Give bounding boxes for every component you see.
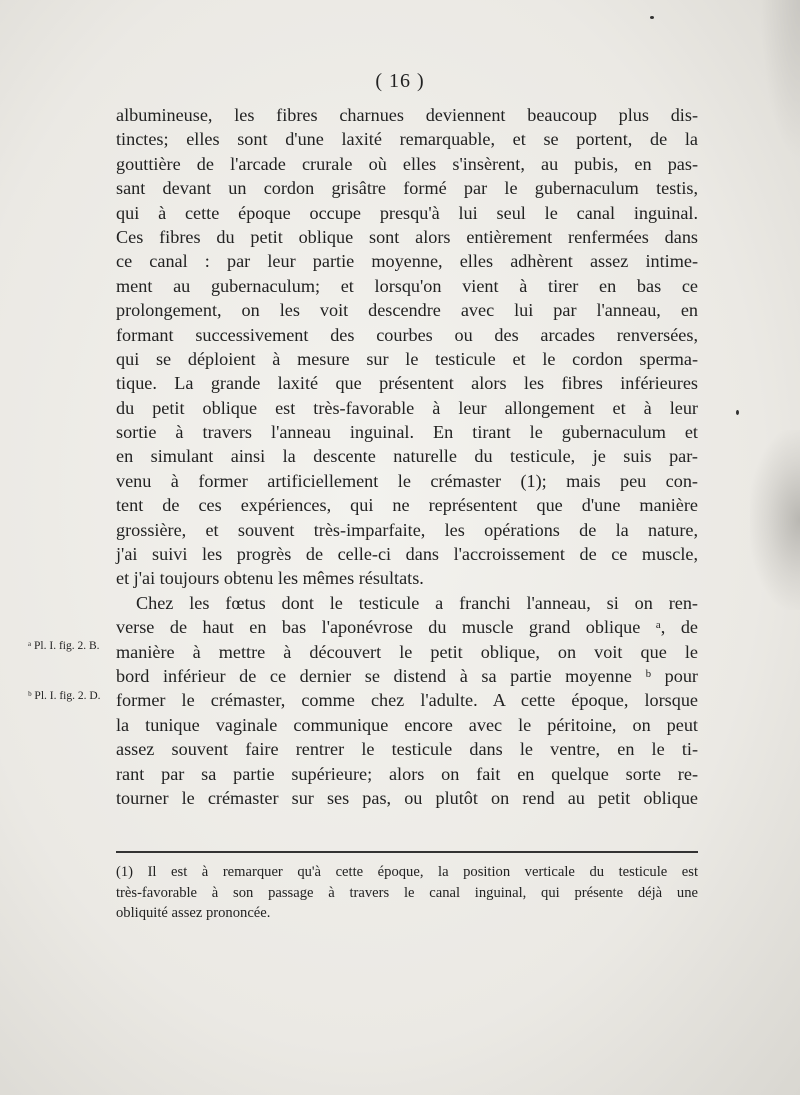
page-number: ( 16 ) xyxy=(375,70,425,92)
margin-note-a: ᵃ Pl. I. fig. 2. B. xyxy=(28,640,100,652)
body-line: qui à cette époque occupe presqu'à lui seul le canal inguinal. xyxy=(116,202,698,223)
body-line: venu à former artificiellement le crémaster (1); mais peu con- xyxy=(116,470,698,491)
body-line: assez souvent faire rentrer le testicule dans le ventre, en le ti- xyxy=(116,739,698,760)
body-line: qui se déploient à mesure sur le testicule et le cordon sperma- xyxy=(116,348,698,369)
body-line: gouttière de l'arcade crurale où elles s'insèrent, au pubis, en pas- xyxy=(116,153,698,174)
body-line: tent de ces expériences, qui ne représentent que d'une manière xyxy=(116,495,698,516)
body-line: manière à mettre à découvert le petit oblique, on voit que le xyxy=(116,641,698,662)
body-line: prolongement, on les voit descendre avec lui par l'anneau, en xyxy=(116,300,698,321)
body-line: en simulant ainsi la descente naturelle du testicule, je suis par- xyxy=(116,446,698,467)
body-line: Chez les fœtus dont le testicule a franchi l'anneau, si on ren- xyxy=(136,592,698,613)
body-line: albumineuse, les fibres charnues deviennent beaucoup plus dis- xyxy=(116,105,698,125)
body-line: tourner le crémaster sur ses pas, ou plutôt on rend au petit oblique xyxy=(116,787,698,808)
footnote-line: très-favorable à son passage à travers le canal inguinal, qui présente déjà une xyxy=(116,884,698,901)
body-line: rant par sa partie supérieure; alors on fait en quelque sorte re- xyxy=(116,763,698,784)
body-line: grossière, et souvent très-imparfaite, les opérations de la nature, xyxy=(116,519,698,540)
body-line: j'ai suivi les progrès de celle-ci dans l'accroissement de ce muscle, xyxy=(116,544,698,565)
body-line: verse de haut en bas l'aponévrose du muscle grand oblique ᵃ, de xyxy=(116,617,698,638)
body-line: tique. La grande laxité que présentent alors les fibres inférieures xyxy=(116,373,698,394)
body-line: sortie à travers l'anneau inguinal. En tirant le gubernaculum et xyxy=(116,422,698,443)
body-line: former le crémaster, comme chez l'adulte. A cette époque, lorsque xyxy=(116,690,698,711)
ink-speck xyxy=(650,16,654,19)
margin-note-b: ᵇ Pl. I. fig. 2. D. xyxy=(28,690,101,702)
footnote xyxy=(116,862,698,924)
body-line: ment au gubernaculum; et lorsqu'on vient à tirer en bas ce xyxy=(116,275,698,296)
ink-speck xyxy=(736,410,739,415)
body-line: bord inférieur de ce dernier se distend à sa partie moyenne ᵇ pour xyxy=(116,665,698,686)
body-line: Ces fibres du petit oblique sont alors entièrement renfermées dans xyxy=(116,226,698,247)
body-line: et j'ai toujours obtenu les mêmes résultats. xyxy=(116,568,424,589)
body-line: la tunique vaginale communique encore avec le péritoine, on peut xyxy=(116,714,698,735)
body-line: sant devant un cordon grisâtre formé par le gubernaculum testis, xyxy=(116,178,698,199)
body-line: ce canal : par leur partie moyenne, elles adhèrent assez intime- xyxy=(116,251,698,272)
body-line: tinctes; elles sont d'une laxité remarquable, et se portent, de la xyxy=(116,129,698,150)
paper-stain xyxy=(750,430,800,610)
footnote-line: obliquité assez prononcée. xyxy=(116,905,271,921)
footnote-separator xyxy=(116,851,698,853)
body-text xyxy=(116,103,698,810)
footnote-line: (1) Il est à remarquer qu'à cette époque, la position verticale du testicule est xyxy=(116,864,698,880)
body-line: du petit oblique est très-favorable à leur allongement et à leur xyxy=(116,397,698,418)
body-line: formant successivement des courbes ou des arcades renversées, xyxy=(116,324,698,345)
